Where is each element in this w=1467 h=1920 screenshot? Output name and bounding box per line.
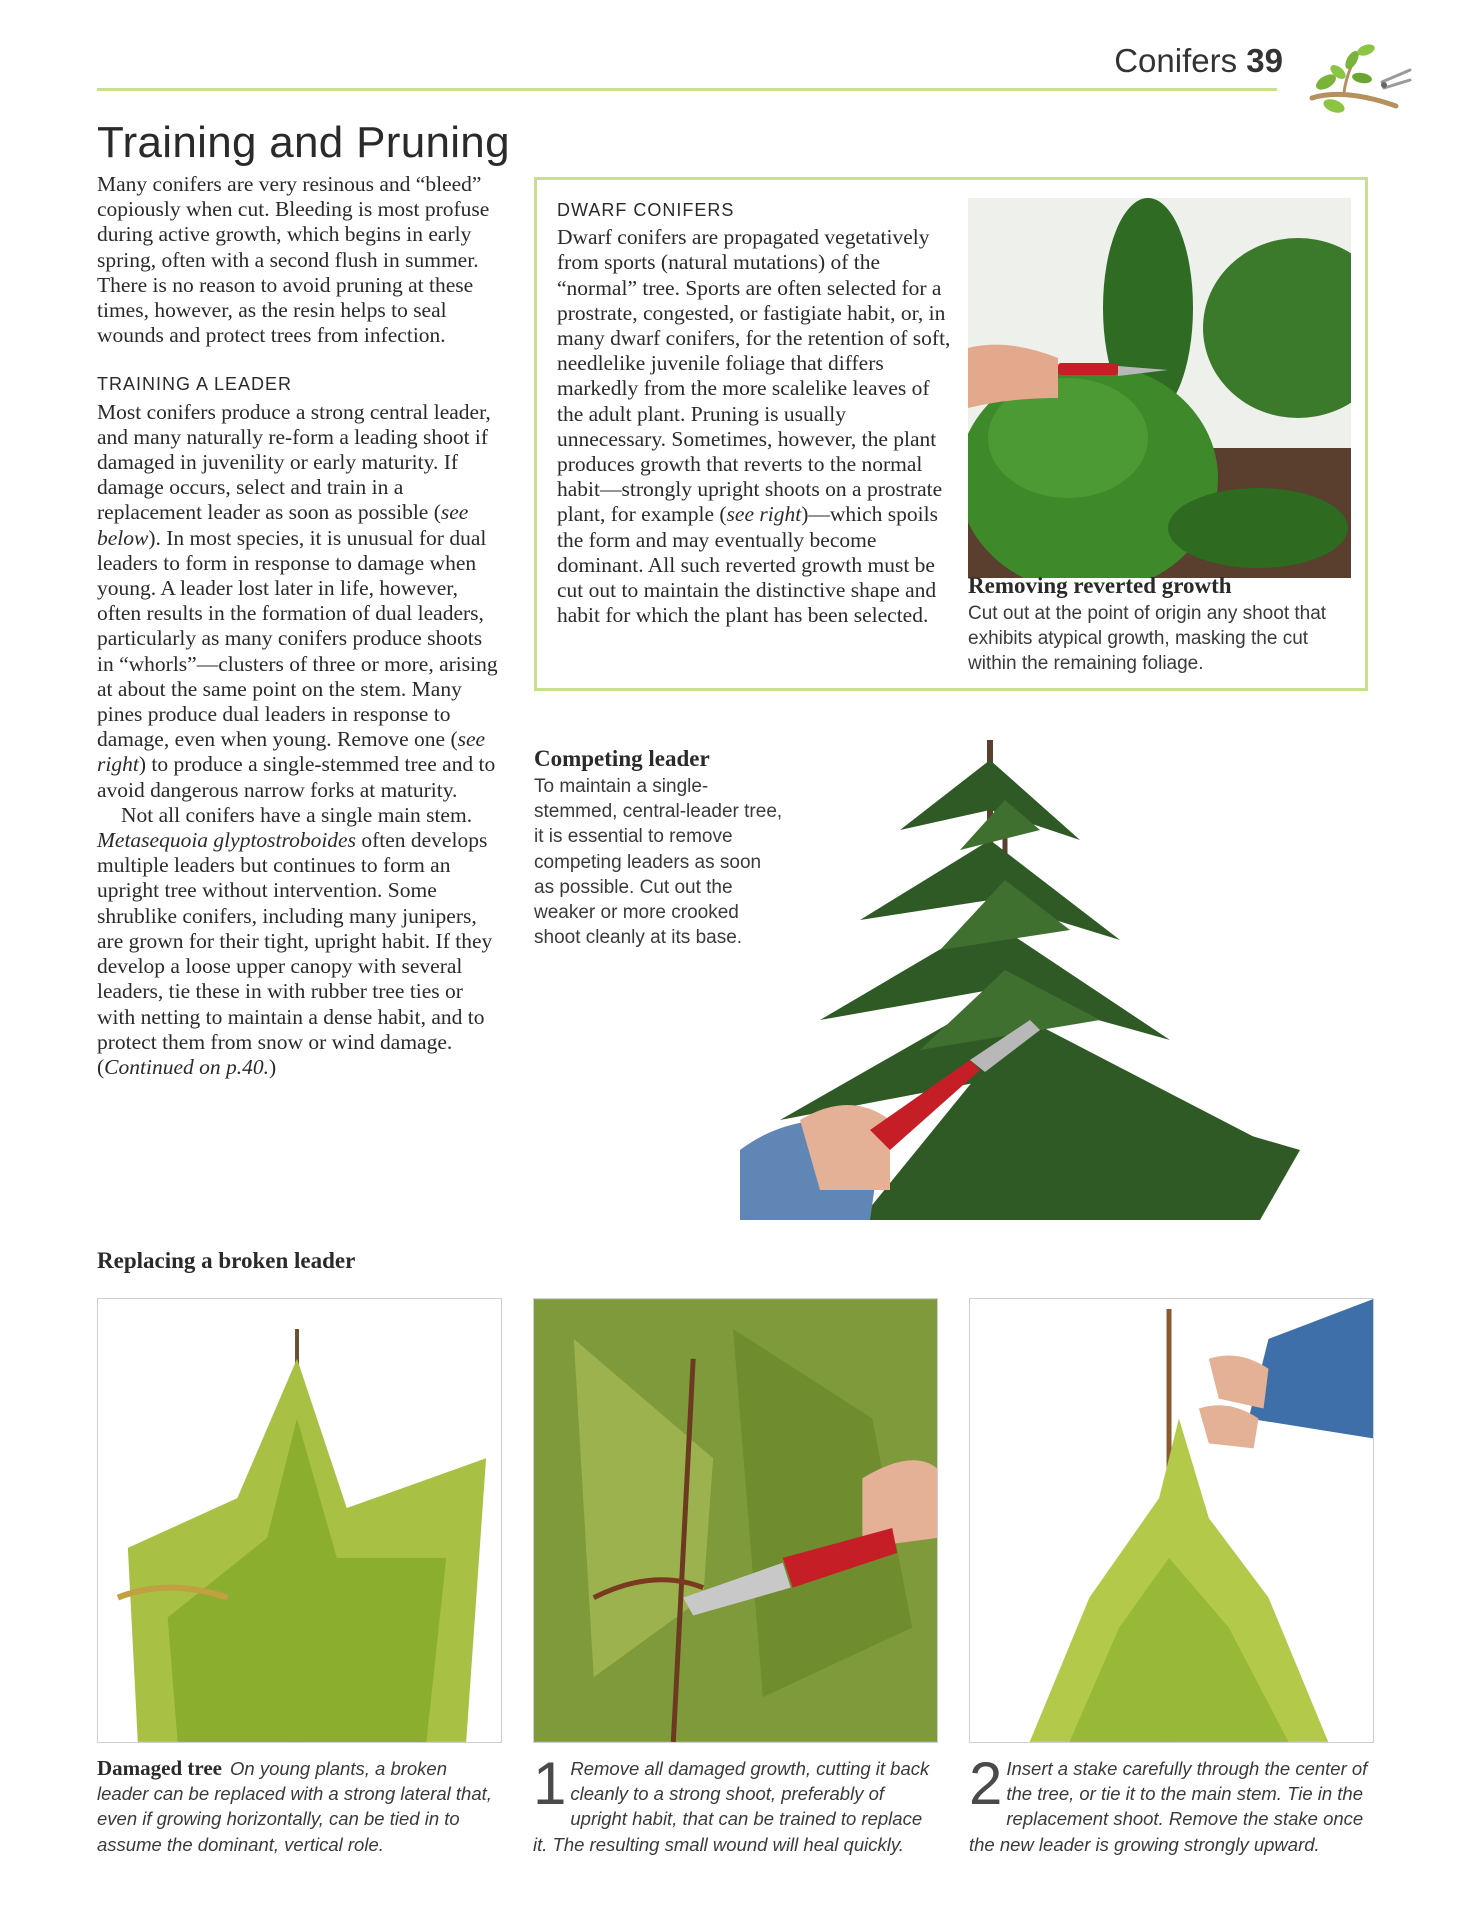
caption-text: Cut out at the point of origin any shoot that exhibits atypical growth, masking the cut within the remaining foliage. xyxy=(968,603,1327,675)
pruning-branch-icon xyxy=(1304,36,1414,122)
main-text-column xyxy=(97,172,502,1080)
dwarf-conifers-box xyxy=(534,177,1368,691)
replacing-leader-heading: Replacing a broken leader xyxy=(97,1248,356,1273)
cross-reference: see below xyxy=(97,500,469,550)
text-run: ) xyxy=(269,1054,277,1079)
header-rule xyxy=(97,88,1277,91)
multiple-leaders-paragraph xyxy=(97,803,502,1080)
text-run: Most conifers produce a strong central leader, and many naturally re-form a leading shoot if damaged in juvenility or early maturity. If damage occurs, select and train in a replacement leader as soon as possible ( xyxy=(97,399,491,525)
text-run: Dwarf conifers are propagated vegetatively from sports (natural mutations) of the “normal” tree. Sports are often selected for a prostrate, congested, or fastigiate habit, or, in many dwarf conifers, for the retention of soft, needlelike juvenile foliage that differs markedly from the more scalelike leaves of the adult plant. Pruning is usually unnecessary. Sometimes, however, the plant produces growth that reverts to the normal habit—strongly upright shoots on a prostrate plant, for example ( xyxy=(557,225,951,527)
damaged-tree-caption xyxy=(97,1756,502,1857)
page-number: 39 xyxy=(1246,42,1283,79)
text-run: ) to produce a single-stemmed tree and to avoid dangerous narrow forks at maturity. xyxy=(97,752,496,802)
running-header xyxy=(1114,42,1283,80)
training-leader-paragraph xyxy=(97,400,502,803)
dwarf-conifer-photo xyxy=(968,198,1351,578)
competing-leader-photo xyxy=(740,720,1310,1220)
continued-reference: Continued on p.40. xyxy=(104,1054,270,1079)
caption-title: Removing reverted growth xyxy=(968,573,1232,598)
text-run: )—which spoils the form and may eventually become dominant. All such reverted growth must be cut out to maintain the distinctive shape and habit for which the plant has been selected. xyxy=(557,502,938,628)
step2-staking-photo xyxy=(969,1298,1374,1743)
training-leader-subhead: TRAINING A LEADER xyxy=(97,374,293,395)
caption-text: To maintain a single-stemmed, central-leader tree, it is essential to remove competing leaders as soon as possible. Cut out the weaker or more crooked shoot cleanly at its base. xyxy=(534,776,783,949)
step1-pruning-photo xyxy=(533,1298,938,1743)
step2-caption xyxy=(969,1750,1374,1857)
cross-reference: see right xyxy=(97,727,486,777)
step-text: Insert a stake carefully through the center of the tree, or tie it to the main stem. Tie in the replacement shoot. Remove the stake once the new leader is growing strongly upward. xyxy=(969,1758,1368,1855)
caption-text: On young plants, a broken leader can be replaced with a strong lateral that, even if growing horizontally, can be tied in to assume the dominant, vertical role. xyxy=(97,1758,492,1855)
damaged-tree-photo xyxy=(97,1298,502,1743)
species-name: Metasequoia glyptostroboides xyxy=(97,828,356,853)
dwarf-conifers-text xyxy=(557,198,952,628)
dwarf-conifers-subhead: DWARF CONIFERS xyxy=(557,200,735,220)
page-title: Training and Pruning xyxy=(97,118,510,167)
section-name: Conifers xyxy=(1114,42,1238,79)
caption-title: Competing leader xyxy=(534,746,710,771)
cross-reference: see right xyxy=(726,502,802,527)
step-number: 1 xyxy=(533,1750,567,1817)
caption-title: Damaged tree xyxy=(97,1756,222,1780)
step-text: Remove all damaged growth, cutting it back cleanly to a strong shoot, preferably of upright habit, that can be trained to replace it. The resulting small wound will heal quickly. xyxy=(533,1758,930,1855)
step-number: 2 xyxy=(969,1750,1003,1817)
step1-caption xyxy=(533,1750,938,1857)
intro-paragraph: Many conifers are very resinous and “bleed” copiously when cut. Bleeding is most profuse during active growth, which begins in early spring, often with a second flush in summer. There is no reason to avoid pruning at these times, however, as the resin helps to seal wounds and protect trees from infection. xyxy=(97,172,490,348)
text-run: often develops multiple leaders but continues to form an upright tree without intervention. Some shrublike conifers, including many junipers, are grown for their tight, upright habit. If they develop a loose upper canopy with several leaders, tie these in with rubber tree ties or with netting to maintain a dense habit, and to protect them from snow or wind damage. ( xyxy=(97,828,493,1079)
text-run: Not all conifers have a single main stem. xyxy=(121,802,473,827)
reverted-growth-caption xyxy=(968,573,1351,677)
text-run: ). In most species, it is unusual for dual leaders to form in response to damage when young. A leader lost later in life, however, often results in the formation of dual leaders, particularly as many conifers produce shoots in “whorls”—clusters of three or more, arising at about the same point on the stem. Many pines produce dual leaders in response to damage, even when young. Remove one ( xyxy=(97,525,498,752)
